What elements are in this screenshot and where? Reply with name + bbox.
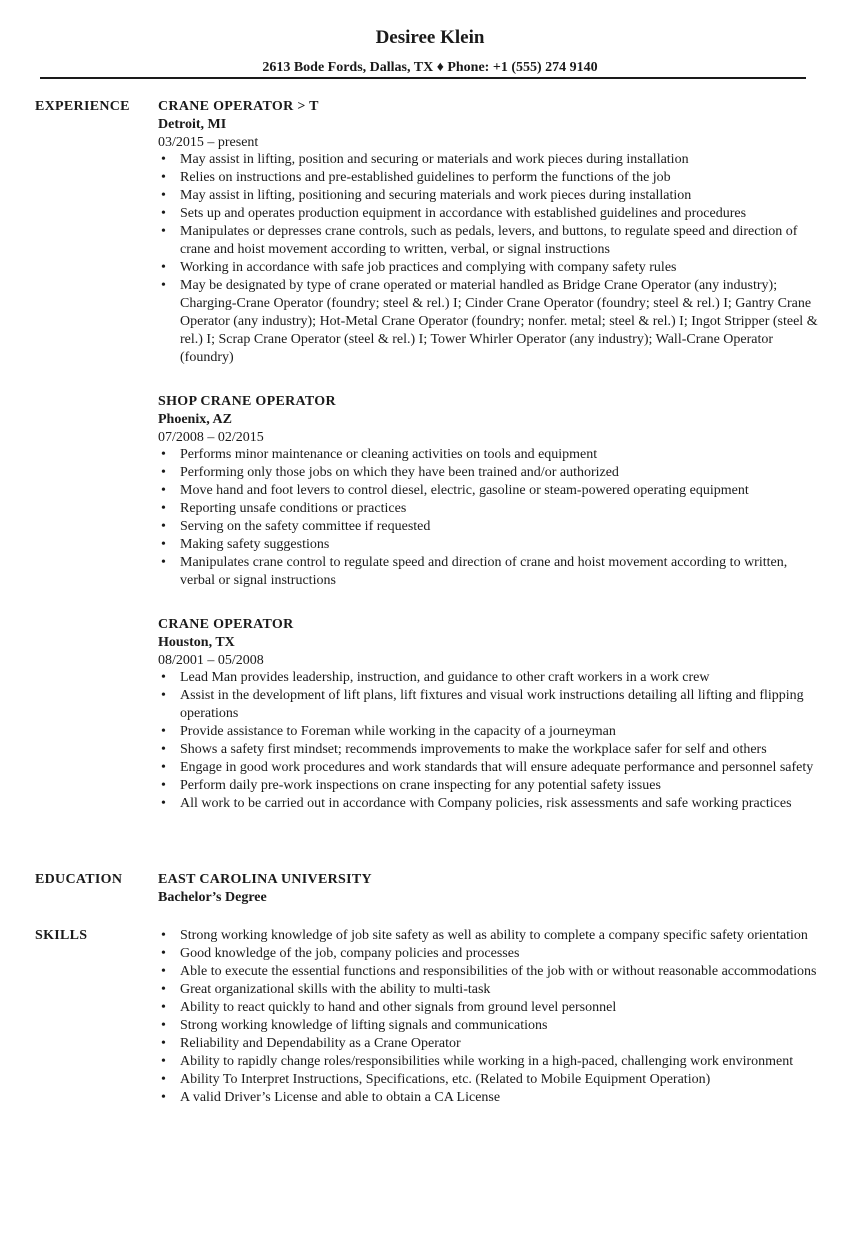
section-label-skills: SKILLS bbox=[35, 928, 88, 943]
bullet-icon: • bbox=[161, 465, 166, 480]
list-item: • Strong working knowledge of job site safety as well as ability to complete a company specific safety orientation bbox=[161, 928, 808, 943]
list-item: • Manipulates crane control to regulate speed and direction of crane and hoist movement according to written, verbal or signal instructions bbox=[161, 555, 788, 588]
list-item: • Reporting unsafe conditions or practices bbox=[161, 501, 407, 516]
job-dates: 08/2001 – 05/2008 bbox=[158, 653, 264, 668]
skills-list bbox=[158, 927, 818, 1107]
bullet-icon: • bbox=[161, 537, 166, 552]
bullet-icon: • bbox=[161, 1000, 166, 1015]
bullet-icon: • bbox=[161, 260, 166, 275]
job-location: Detroit, MI bbox=[158, 117, 227, 132]
list-item: • Performs minor maintenance or cleaning activities on tools and equipment bbox=[161, 447, 598, 462]
bullet-icon: • bbox=[161, 447, 166, 462]
list-item: • Assist in the development of lift plans, lift fixtures and visual work instructions detailing all lifting and flipping operations bbox=[161, 688, 804, 721]
list-item: • Manipulates or depresses crane controls, such as pedals, levers, and buttons, to regulate speed and direction of crane and hoist movement according to written, verbal, or signal instructions bbox=[161, 224, 798, 257]
school-name: EAST CAROLINA UNIVERSITY bbox=[158, 872, 372, 887]
list-item: • May assist in lifting, position and securing or materials and work pieces during installation bbox=[161, 152, 689, 167]
list-item: • Great organizational skills with the ability to multi-task bbox=[161, 982, 491, 997]
bullet-icon: • bbox=[161, 982, 166, 997]
bullet-icon: • bbox=[161, 778, 166, 793]
bullet-icon: • bbox=[161, 796, 166, 811]
list-item: • Ability to rapidly change roles/responsibilities while working in a high-paced, challenging work environment bbox=[161, 1054, 794, 1069]
job-location: Houston, TX bbox=[158, 635, 235, 650]
list-item: • Lead Man provides leadership, instruction, and guidance to other craft workers in a work crew bbox=[161, 670, 710, 685]
candidate-name: Desiree Klein bbox=[375, 27, 485, 48]
experience-body bbox=[158, 98, 818, 828]
job-dates: 03/2015 – present bbox=[158, 135, 259, 150]
skills-body bbox=[158, 927, 818, 1107]
bullet-icon: • bbox=[161, 152, 166, 167]
bullet-icon: • bbox=[161, 224, 166, 239]
job-bullet-list bbox=[158, 446, 818, 590]
list-item: • A valid Driver’s License and able to obtain a CA License bbox=[161, 1090, 501, 1105]
education-body bbox=[158, 871, 818, 907]
job-entry bbox=[158, 616, 818, 813]
bullet-icon: • bbox=[161, 555, 166, 570]
job-title: CRANE OPERATOR bbox=[158, 617, 294, 632]
bullet-icon: • bbox=[161, 670, 166, 685]
list-item: • Sets up and operates production equipment in accordance with established guidelines and procedures bbox=[161, 206, 747, 221]
job-dates: 07/2008 – 02/2015 bbox=[158, 430, 264, 445]
bullet-icon: • bbox=[161, 1072, 166, 1087]
degree: Bachelor’s Degree bbox=[158, 890, 267, 905]
list-item: • Ability to react quickly to hand and other signals from ground level personnel bbox=[161, 1000, 617, 1015]
bullet-icon: • bbox=[161, 1018, 166, 1033]
resume-header bbox=[0, 0, 860, 76]
list-item: • May be designated by type of crane operated or material handled as Bridge Crane Operator (any industry); Charging-Crane Operator (foundry; steel & rel.) I; Cinder Crane Operator (foundry; steel & rel.) I; Gantry Crane Operator (any industry); Hot-Metal Crane Operator (foundry; nonfer. metal; steel & rel.) I; Ingot Stripper (steel & rel.) I; Scrap Crane Operator (steel & rel.) I; Tower Whirler Operator (any industry); Wall-Crane Operator (foundry) bbox=[161, 278, 818, 365]
section-label-education: EDUCATION bbox=[35, 872, 123, 887]
bullet-icon: • bbox=[161, 946, 166, 961]
list-item: • Working in accordance with safe job practices and complying with company safety rules bbox=[161, 260, 677, 275]
job-bullet-list bbox=[158, 669, 818, 813]
bullet-icon: • bbox=[161, 1054, 166, 1069]
bullet-icon: • bbox=[161, 483, 166, 498]
bullet-icon: • bbox=[161, 1036, 166, 1051]
job-entry bbox=[158, 98, 818, 367]
list-item: • Provide assistance to Foreman while working in the capacity of a journeyman bbox=[161, 724, 616, 739]
section-label-experience: EXPERIENCE bbox=[35, 99, 130, 114]
bullet-icon: • bbox=[161, 188, 166, 203]
job-title: SHOP CRANE OPERATOR bbox=[158, 394, 336, 409]
list-item: • Ability To Interpret Instructions, Specifications, etc. (Related to Mobile Equipment Operation) bbox=[161, 1072, 711, 1087]
list-item: • Perform daily pre-work inspections on crane inspecting for any potential safety issues bbox=[161, 778, 661, 793]
list-item: • Making safety suggestions bbox=[161, 537, 330, 552]
list-item: • Shows a safety first mindset; recommends improvements to make the workplace safer for self and others bbox=[161, 742, 767, 757]
bullet-icon: • bbox=[161, 206, 166, 221]
bullet-icon: • bbox=[161, 964, 166, 979]
contact-line: 2613 Bode Fords, Dallas, TX ♦ Phone: +1 (555) 274 9140 bbox=[262, 60, 598, 75]
list-item: • May assist in lifting, positioning and securing materials and work pieces during installation bbox=[161, 188, 692, 203]
job-title: CRANE OPERATOR > T bbox=[158, 99, 319, 114]
bullet-icon: • bbox=[161, 170, 166, 185]
list-item: • Able to execute the essential functions and responsibilities of the job with or without reasonable accommodations bbox=[161, 964, 817, 979]
list-item: • All work to be carried out in accordance with Company policies, risk assessments and safe working practices bbox=[161, 796, 792, 811]
list-item: • Engage in good work procedures and work standards that will ensure adequate performance and personnel safety bbox=[161, 760, 814, 775]
list-item: • Move hand and foot levers to control diesel, electric, gasoline or steam-powered operating equipment bbox=[161, 483, 749, 498]
job-location: Phoenix, AZ bbox=[158, 412, 232, 427]
bullet-icon: • bbox=[161, 724, 166, 739]
bullet-icon: • bbox=[161, 688, 166, 703]
bullet-icon: • bbox=[161, 928, 166, 943]
bullet-icon: • bbox=[161, 278, 166, 293]
list-item: • Reliability and Dependability as a Crane Operator bbox=[161, 1036, 461, 1051]
bullet-icon: • bbox=[161, 519, 166, 534]
bullet-icon: • bbox=[161, 501, 166, 516]
list-item: • Strong working knowledge of lifting signals and communications bbox=[161, 1018, 548, 1033]
list-item: • Good knowledge of the job, company policies and processes bbox=[161, 946, 520, 961]
job-entry bbox=[158, 393, 818, 590]
list-item: • Performing only those jobs on which they have been trained and/or authorized bbox=[161, 465, 619, 480]
bullet-icon: • bbox=[161, 742, 166, 757]
bullet-icon: • bbox=[161, 760, 166, 775]
bullet-icon: • bbox=[161, 1090, 166, 1105]
header-divider bbox=[40, 77, 806, 79]
list-item: • Relies on instructions and pre-established guidelines to perform the functions of the job bbox=[161, 170, 671, 185]
list-item: • Serving on the safety committee if requested bbox=[161, 519, 431, 534]
job-bullet-list bbox=[158, 151, 818, 367]
